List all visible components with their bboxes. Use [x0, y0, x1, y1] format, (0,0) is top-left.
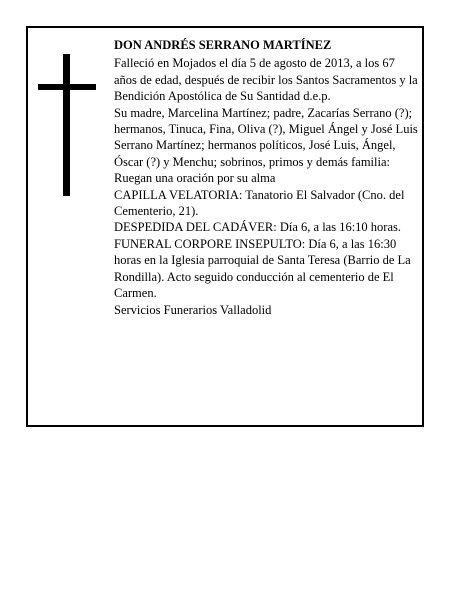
deceased-name: DON ANDRÉS SERRANO MARTÍNEZ: [114, 38, 332, 52]
obituary-text: [114, 37, 418, 318]
cross-vertical-bar: [63, 54, 70, 196]
funeral-info: FUNERAL CORPORE INSEPULTO: Día 6, a las 16:30 horas en la Iglesia parroquial de Santa Teresa (Barrio de La Rondilla). Acto seguido conducción al cementerio de El Carmen.: [114, 236, 411, 301]
farewell-info: DESPEDIDA DEL CADÁVER: Día 6, a las 16:10 horas.: [114, 220, 402, 235]
prayer-request: Ruegan una oración por su alma: [114, 171, 276, 186]
death-notice: Falleció en Mojados el día 5 de agosto de 2013, a los 67 años de edad, después de recibir los Santos Sacramentos y la Bendición Apostólica de Su Santidad d.e.p.: [114, 56, 418, 104]
family-list: Su madre, Marcelina Martínez; padre, Zacarías Serrano (?); hermanos, Tinuca, Fina, Oliva (?), Miguel Ángel y José Luis Serrano Martínez; hermanos políticos, José Luis, Ángel, Óscar (?) y Menchu; sobrinos, primos y demás familia:: [114, 105, 418, 169]
funeral-services: Servicios Funerarios Valladolid: [114, 302, 272, 317]
chapel-info: CAPILLA VELATORIA: Tanatorio El Salvador (Cno. del Cementerio, 21).: [114, 187, 405, 219]
cross-horizontal-bar: [38, 84, 96, 90]
